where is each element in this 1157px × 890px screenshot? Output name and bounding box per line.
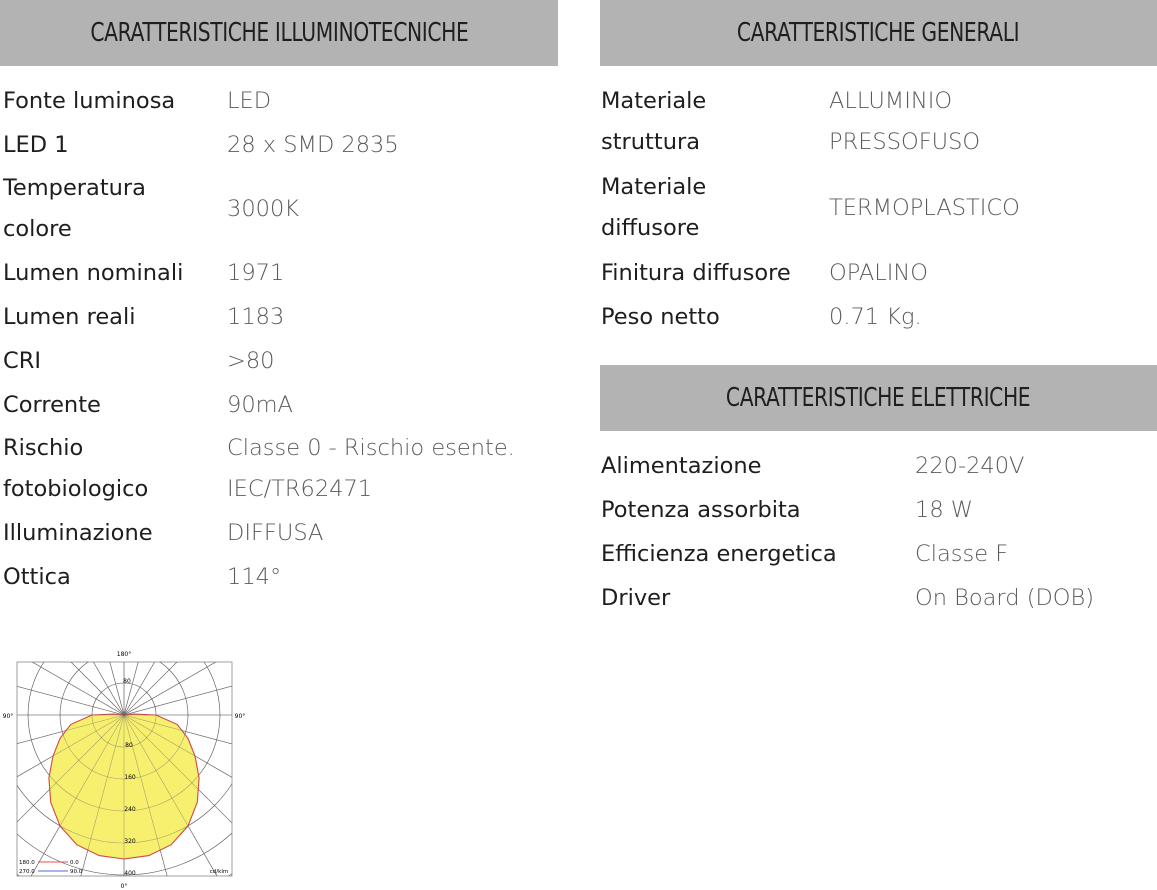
- spec-row-lumen-nominali: [3, 251, 515, 295]
- polar-ring-label: 240: [124, 806, 136, 813]
- spec-label-line-2: struttura: [601, 129, 700, 155]
- spec-row-materiale-struttura: [601, 79, 1020, 165]
- polar-top-label: 180°: [116, 651, 132, 658]
- spec-label-line-1: Rischio: [3, 435, 84, 461]
- spec-row-temperatura-colore: [3, 167, 515, 251]
- polar-ring-label: 80: [125, 742, 133, 749]
- spec-row-driver: [601, 576, 1094, 620]
- spec-label: [601, 81, 829, 163]
- spec-label: CRI: [3, 347, 41, 374]
- legend-plane-to: 0.0: [70, 860, 79, 866]
- generali-table: [601, 79, 1020, 339]
- spec-label: Lumen nominali: [3, 259, 184, 286]
- spec-value: 0.71 Kg.: [829, 303, 922, 330]
- spec-row-potenza-assorbita: [601, 488, 1094, 532]
- polar-ring-label: 160: [124, 774, 136, 781]
- spec-value: 1183: [227, 303, 285, 330]
- spec-value: 3000K: [227, 195, 300, 222]
- spec-row-alimentazione: [601, 444, 1094, 488]
- spec-row-led-1: [3, 123, 515, 167]
- spec-value: DIFFUSA: [227, 519, 324, 546]
- spec-row-finitura-diffusore: [601, 251, 1020, 295]
- polar-unit-label: cd/klm: [209, 869, 229, 875]
- spec-label-line-2: fotobiologico: [3, 476, 149, 502]
- spec-row-rischio-fotobiologico: [3, 427, 515, 511]
- spec-value: On Board (DOB): [915, 584, 1095, 611]
- spec-row-cri: [3, 339, 515, 383]
- elettriche-title: CARATTERISTICHE ELETTRICHE: [726, 383, 1031, 413]
- spec-value: OPALINO: [829, 259, 928, 286]
- spec-row-lumen-reali: [3, 295, 515, 339]
- spec-label: Lumen reali: [3, 303, 136, 330]
- spec-label-line-1: Temperatura: [3, 175, 146, 201]
- illuminotecniche-header: [0, 0, 558, 66]
- spec-row-fonte-luminosa: [3, 79, 515, 123]
- spec-row-illuminazione: [3, 511, 515, 555]
- polar-ring-label: 400: [124, 870, 136, 877]
- spec-label: Alimentazione: [601, 452, 762, 479]
- legend-plane-from: 180.0: [19, 860, 35, 866]
- spec-row-ottica: [3, 555, 515, 599]
- polar-upper-ring-label: 80: [123, 678, 131, 685]
- spec-label-line-1: Materiale: [601, 88, 707, 114]
- spec-row-corrente: [3, 383, 515, 427]
- spec-value: Classe F: [915, 540, 1009, 567]
- spec-label: [3, 168, 227, 250]
- spec-row-materiale-diffusore: [601, 165, 1020, 251]
- spec-row-efficienza-energetica: [601, 532, 1094, 576]
- spec-label: LED 1: [3, 131, 69, 158]
- spec-label: [601, 167, 829, 249]
- spec-row-peso-netto: [601, 295, 1020, 339]
- spec-label: Ottica: [3, 563, 71, 590]
- spec-label: [3, 428, 227, 510]
- polar-left-label: 90°: [2, 713, 14, 720]
- generali-title: CARATTERISTICHE GENERALI: [737, 18, 1020, 48]
- spec-label: Fonte luminosa: [3, 87, 176, 114]
- spec-label: Driver: [601, 584, 671, 611]
- polar-right-label: 90°: [234, 713, 246, 720]
- spec-value: 220-240V: [915, 452, 1025, 479]
- spec-value-line-1: Classe 0 - Rischio esente.: [227, 435, 515, 461]
- spec-value-line-1: ALLUMINIO: [829, 88, 953, 114]
- spec-value: [227, 428, 515, 510]
- spec-value-line-2: IEC/TR62471: [227, 476, 373, 502]
- polar-ring-label: 320: [124, 838, 136, 845]
- elettriche-header: [600, 365, 1157, 431]
- spec-label: Peso netto: [601, 303, 720, 330]
- spec-value: 1971: [227, 259, 285, 286]
- spec-label: Corrente: [3, 391, 101, 418]
- spec-value: LED: [227, 87, 272, 114]
- spec-label: Finitura diffusore: [601, 259, 791, 286]
- spec-label-line-1: Materiale: [601, 174, 707, 200]
- spec-label: Potenza assorbita: [601, 496, 801, 523]
- polar-bottom-label: 0°: [120, 883, 128, 890]
- spec-label: Efficienza energetica: [601, 540, 837, 567]
- elettriche-table: [601, 444, 1094, 620]
- spec-value: 28 x SMD 2835: [227, 131, 399, 158]
- illuminotecniche-table: [3, 79, 515, 599]
- spec-value-line-2: PRESSOFUSO: [829, 129, 981, 155]
- spec-label-line-2: colore: [3, 216, 72, 242]
- legend-plane-from: 270.0: [19, 869, 35, 875]
- spec-label: Illuminazione: [3, 519, 153, 546]
- generali-header: [600, 0, 1157, 66]
- spec-value: 18 W: [915, 496, 974, 523]
- spec-label-line-2: diffusore: [601, 215, 700, 241]
- polar-light-distribution-diagram: [0, 648, 250, 890]
- spec-value: >80: [227, 347, 275, 374]
- spec-value: 114°: [227, 563, 282, 590]
- legend-plane-to: 90.0: [70, 869, 83, 875]
- spec-value: 90mA: [227, 391, 293, 418]
- spec-value: TERMOPLASTICO: [829, 194, 1020, 221]
- spec-value: [829, 81, 980, 163]
- illuminotecniche-title: CARATTERISTICHE ILLUMINOTECNICHE: [89, 18, 469, 48]
